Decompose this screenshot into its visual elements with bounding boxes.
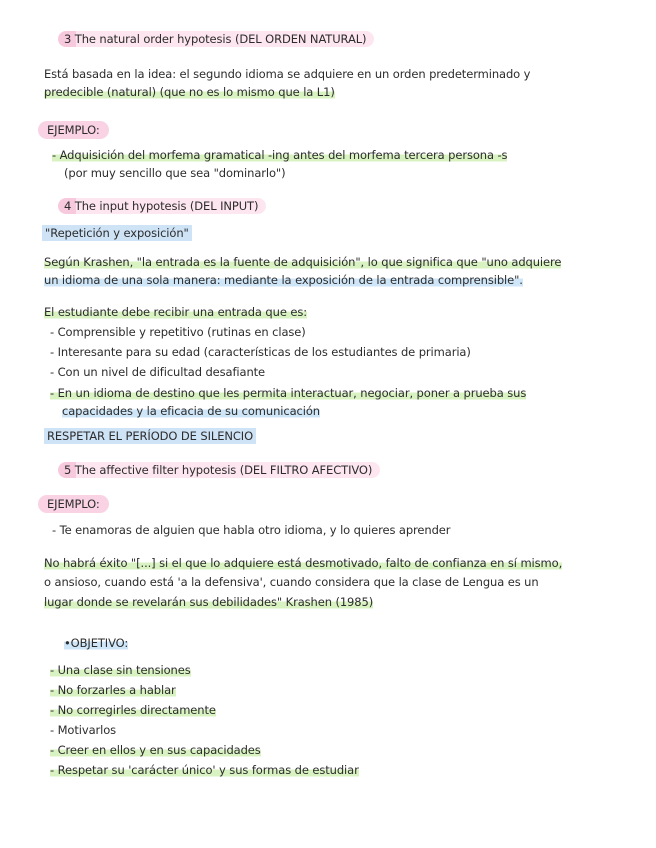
section4-bullet: - Con un nivel de dificultad desafiante bbox=[50, 365, 266, 379]
section5-heading: 5 The affective filter hypotesis (DEL FILTRO AFECTIVO) bbox=[58, 462, 380, 478]
section5-quote-line2: o ansioso, cuando está 'a la defensiva', cuando considera que la clase de Lengua es un bbox=[44, 575, 539, 589]
section5-example-label: EJEMPLO: bbox=[38, 495, 109, 513]
section4-paragraph-line1: Según Krashen, "la entrada es la fuente de adquisición", lo que significa que "uno adquiere bbox=[44, 255, 562, 269]
section5-objective-item: - Motivarlos bbox=[50, 723, 117, 737]
section5-objective-item: - Creer en ellos y en sus capacidades bbox=[50, 743, 261, 757]
section5-objective-item: - Respetar su 'carácter único' y sus formas de estudiar bbox=[50, 763, 359, 777]
section5-quote-line1: No habrá éxito "[...] si el que lo adquiere está desmotivado, falto de confianza en sí mismo, bbox=[44, 556, 563, 570]
section5-objective-item: - No corregirles directamente bbox=[50, 703, 216, 717]
section3-example-label: EJEMPLO: bbox=[38, 121, 109, 139]
section5-objective-label: •OBJETIVO: bbox=[64, 636, 129, 650]
section5-objective-item: - Una clase sin tensiones bbox=[50, 663, 191, 677]
section3-example-line1: - Adquisición del morfema gramatical -ing antes del morfema tercera persona -s bbox=[52, 148, 508, 162]
section4-bullet: - En un idioma de destino que les permita interactuar, negociar, poner a prueba sus bbox=[50, 386, 527, 400]
section4-bullet: - Comprensible y repetitivo (rutinas en clase) bbox=[50, 325, 306, 339]
section4-bullet: - Interesante para su edad (características de los estudiantes de primaria) bbox=[50, 345, 471, 359]
section3-paragraph-line1: Está basada en la idea: el segundo idioma se adquiere en un orden predeterminado y bbox=[44, 67, 531, 81]
section3-heading: 3 The natural order hypotesis (DEL ORDEN NATURAL) bbox=[58, 31, 374, 47]
section5-quote-line3: lugar donde se revelarán sus debilidades" Krashen (1985) bbox=[44, 595, 374, 609]
section5-example-line: - Te enamoras de alguien que habla otro idioma, y lo quieres aprender bbox=[52, 523, 451, 537]
section3-example-line2: (por muy sencillo que sea "dominarlo") bbox=[64, 166, 286, 180]
section4-heading: 4 The input hypotesis (DEL INPUT) bbox=[58, 198, 266, 214]
section3-paragraph-line2: predecible (natural) (que no es lo mismo que la L1) bbox=[44, 85, 335, 99]
section4-paragraph-line2: un idioma de una sola manera: mediante la exposición de la entrada comprensible". bbox=[44, 273, 523, 287]
section4-callout: RESPETAR EL PERÍODO DE SILENCIO bbox=[44, 428, 256, 444]
section5-objective-item: - No forzarles a hablar bbox=[50, 683, 176, 697]
section4-intro: El estudiante debe recibir una entrada que es: bbox=[44, 305, 307, 319]
section4-subtitle: "Repetición y exposición" bbox=[42, 225, 192, 241]
section4-bullet-continuation: capacidades y la eficacia de su comunicación bbox=[62, 404, 320, 418]
